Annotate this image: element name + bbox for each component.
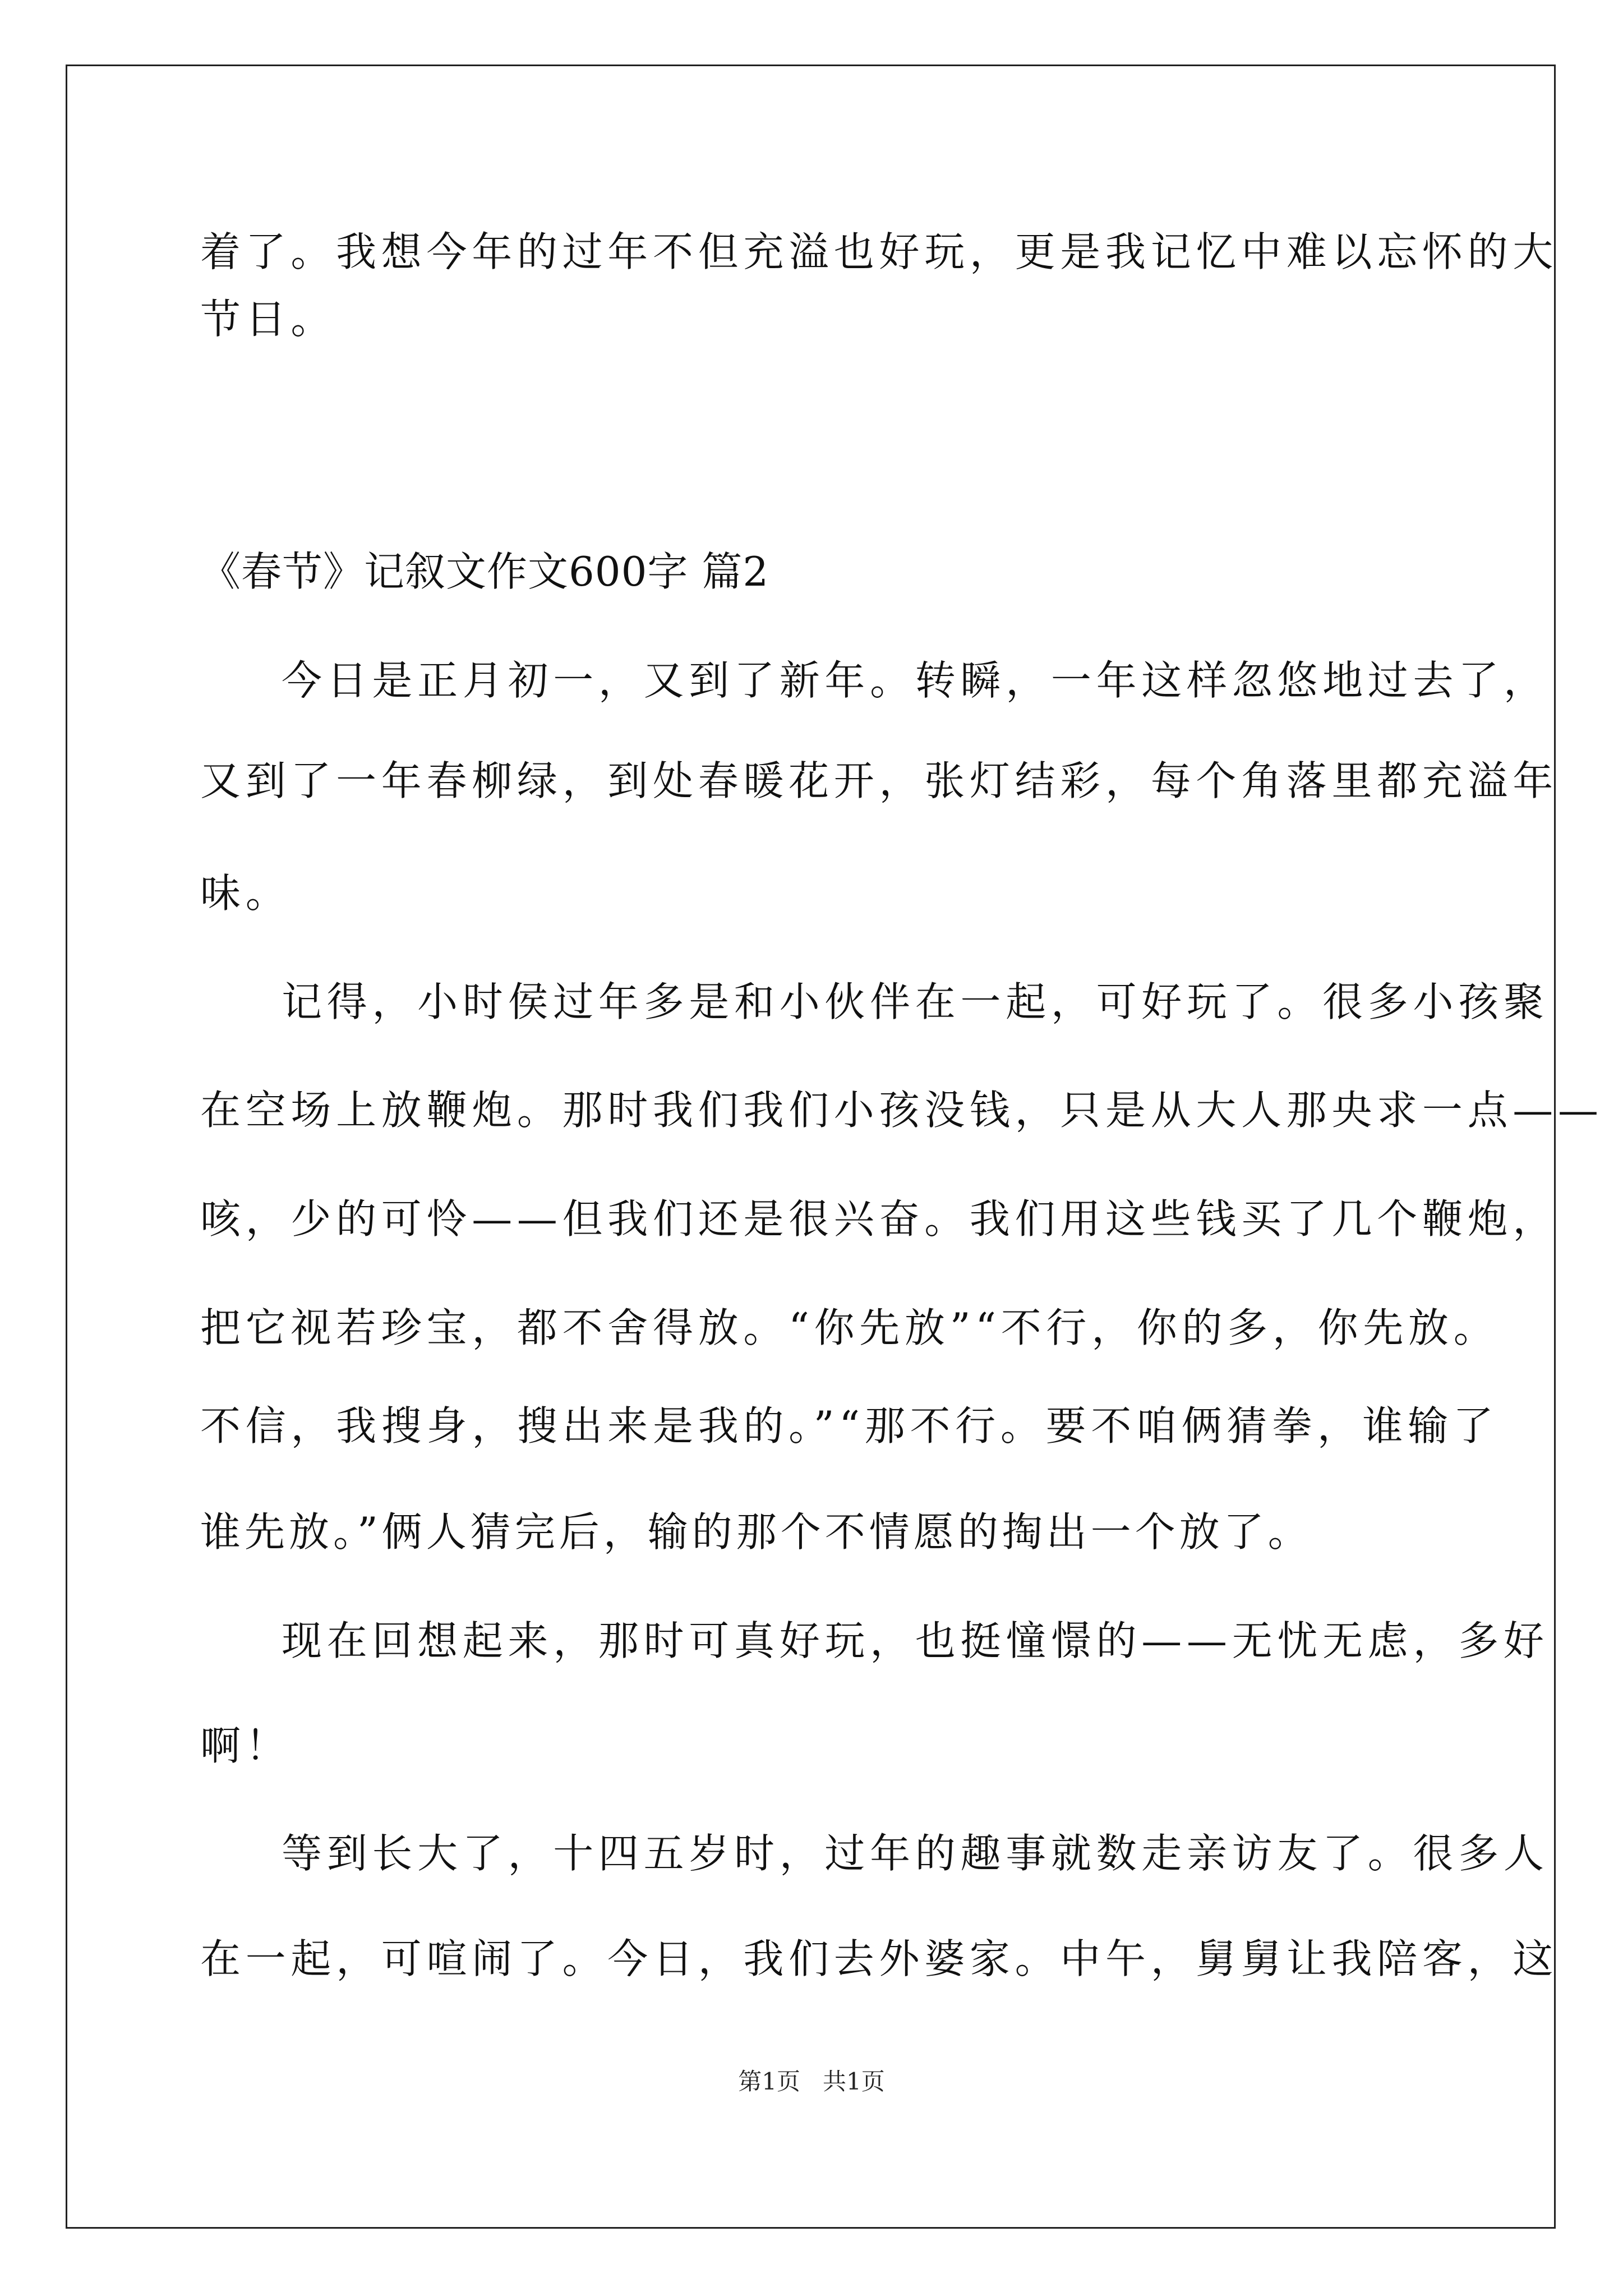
section-heading: 《春节》记叙文作文600字 篇2 (200, 548, 769, 595)
text-line: 节日。 (200, 296, 336, 343)
text-line: 在一起，可喧闹了。今日，我们去外婆家。中午，舅舅让我陪客，这 (200, 1935, 1559, 1982)
text-line: 着了。我想今年的过年不但充溢也好玩，更是我记忆中难以忘怀的大 (200, 228, 1559, 275)
paragraph-first-line: 记得，小时侯过年多是和小伙伴在一起，可好玩了。很多小孩聚 (282, 978, 1549, 1025)
text-line: 不信，我搜身，搜出来是我的。”“那不行。要不咱俩猜拳，谁输了 (200, 1402, 1498, 1450)
text-line: 在空场上放鞭炮。那时我们我们小孩没钱，只是从大人那央求一点—— (200, 1087, 1603, 1134)
text-line: 啊！ (200, 1722, 291, 1769)
text-line: 味。 (200, 869, 291, 917)
paragraph-first-line: 现在回想起来，那时可真好玩，也挺憧憬的——无忧无虑，多好 (282, 1617, 1549, 1664)
text-line: 咳，少的可怜——但我们还是很兴奋。我们用这些钱买了几个鞭炮， (200, 1195, 1559, 1243)
text-line: 谁先放。”俩人猜完后，输的那个不情愿的掏出一个放了。 (200, 1508, 1312, 1556)
page-number-footer: 第1页 共1页 (738, 2068, 885, 2095)
paragraph-first-line: 等到长大了，十四五岁时，过年的趣事就数走亲访友了。很多人 (282, 1830, 1549, 1877)
page-border (66, 65, 1603, 2229)
text-line: 把它视若珍宝，都不舍得放。“你先放”“不行，你的多，你先放。 (200, 1304, 1499, 1351)
text-line: 又到了一年春柳绿，到处春暖花开，张灯结彩，每个角落里都充溢年 (200, 757, 1559, 804)
paragraph-first-line: 今日是正月初一，又到了新年。转瞬，一年这样忽悠地过去了， (282, 657, 1549, 704)
